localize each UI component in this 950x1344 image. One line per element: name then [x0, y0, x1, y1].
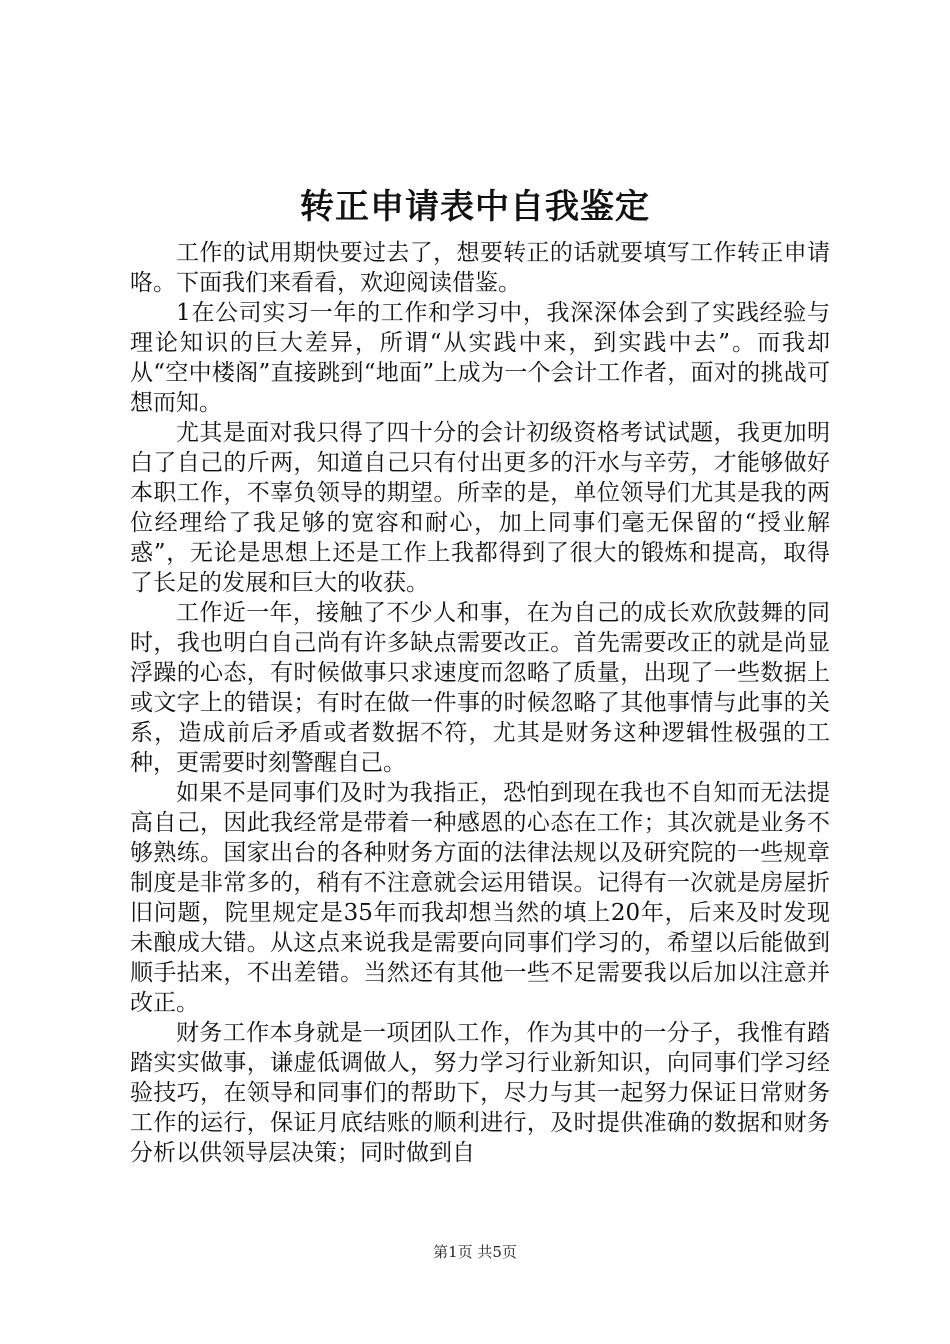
- paragraph-1: 1在公司实习一年的工作和学习中，我深深体会到了实践经验与理论知识的巨大差异，所谓“从实践中来，到实践中去”。而我却从“空中楼阁”直接跳到“地面”上成为一个会计工作者，面对的挑战可想而知。: [130, 300, 830, 416]
- document-title: 转正申请表中自我鉴定: [300, 187, 650, 227]
- paragraph-intro: 工作的试用期快要过去了，想要转正的话就要填写工作转正申请咯。下面我们来看看，欢迎阅读借鉴。: [130, 240, 830, 296]
- paragraph-4: 如果不是同事们及时为我指正，恐怕到现在我也不自知而无法提高自己，因此我经常是带着一种感恩的心态在工作；其次就是业务不够熟练。国家出台的各种财务方面的法律法规以及研究院的一些规章制度是非常多的，稍有不注意就会运用错误。记得有一次就是房屋折旧问题，院里规定是35年而我却想当然的填上20年，后来及时发现未酿成大错。从这点来说我是需要向同事们学习的，希望以后能做到顺手拈来，不出差错。当然还有其他一些不足需要我以后加以注意并改正。: [130, 780, 830, 1016]
- paragraph-3: 工作近一年，接触了不少人和事，在为自己的成长欢欣鼓舞的同时，我也明白自己尚有许多缺点需要改正。首先需要改正的就是尚显浮躁的心态，有时候做事只求速度而忽略了质量，出现了一些数据上或文字上的错误；有时在做一件事的时候忽略了其他事情与此事的关系，造成前后矛盾或者数据不符，尤其是财务这种逻辑性极强的工种，更需要时刻警醒自己。: [130, 600, 830, 776]
- paragraph-5: 财务工作本身就是一项团队工作，作为其中的一分子，我惟有踏踏实实做事，谦虚低调做人，努力学习行业新知识，向同事们学习经验技巧，在领导和同事们的帮助下，尽力与其一起努力保证日常财务工作的运行，保证月底结账的顺利进行，及时提供准确的数据和财务分析以供领导层决策；同时做到自: [130, 1020, 830, 1166]
- document-body: [130, 238, 830, 1168]
- page-footer: 第1页 共5页: [433, 1243, 517, 1261]
- paragraph-2: 尤其是面对我只得了四十分的会计初级资格考试试题，我更加明白了自己的斤两，知道自己只有付出更多的汗水与辛劳，才能够做好本职工作，不辜负领导的期望。所幸的是，单位领导们尤其是我的两位经理给了我足够的宽容和耐心，加上同事们毫无保留的“授业解惑”，无论是思想上还是工作上我都得到了很大的锻炼和提高，取得了长足的发展和巨大的收获。: [130, 420, 830, 596]
